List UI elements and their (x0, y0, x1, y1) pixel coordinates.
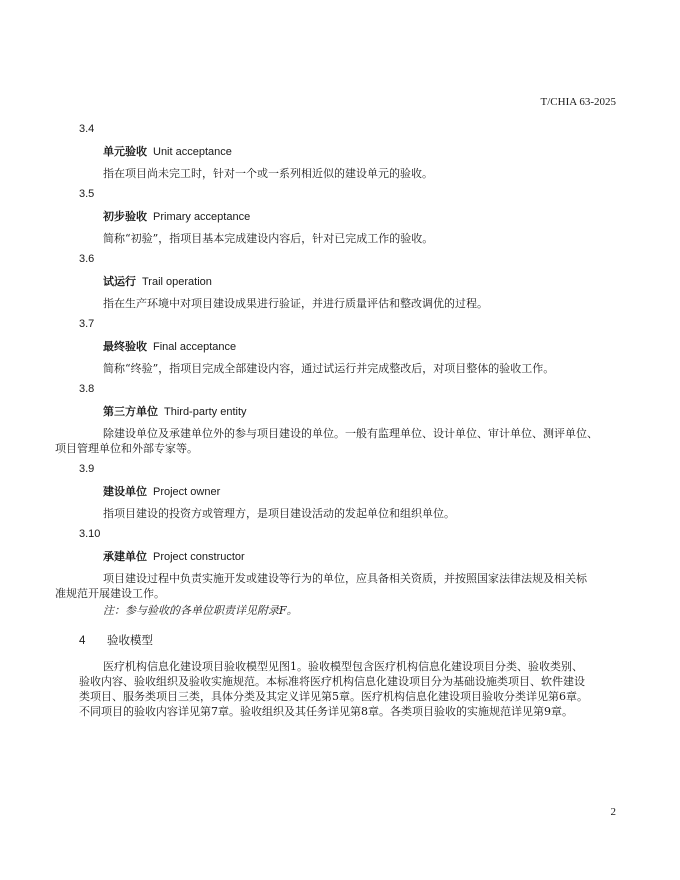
document-id-header: T/CHIA 63-2025 (540, 96, 616, 108)
definition-line: 简称“初验”，指项目基本完成建设内容后，针对已完成工作的验收。 (103, 232, 434, 245)
term-definition (79, 231, 625, 246)
section-body (79, 659, 625, 719)
term-zh: 最终验收 (103, 340, 147, 353)
clause-3-4 (79, 122, 625, 181)
page-number: 2 (610, 806, 616, 818)
term-definition (55, 571, 625, 601)
section-heading (79, 632, 625, 649)
body-line: 类项目、服务类项目三类，具体分类及其定义详见第5章。医疗机构信息化建设项目验收分类详见第6章。 (79, 690, 588, 703)
clause-number: 3.8 (79, 383, 95, 395)
term-heading (103, 484, 625, 500)
term-zh: 建设单位 (103, 485, 147, 498)
term-zh: 第三方单位 (103, 405, 158, 418)
clause-number: 3.4 (79, 123, 95, 135)
term-definition (79, 506, 625, 521)
definition-line: 除建设单位及承建单位外的参与项目建设的单位。一般有监理单位、设计单位、审计单位、测评单位、 (103, 427, 598, 440)
term-en: Project constructor (153, 551, 245, 563)
definition-line: 简称“终验”，指项目完成全部建设内容，通过试运行并完成整改后，对项目整体的验收工作。 (103, 362, 555, 375)
term-en: Primary acceptance (153, 211, 251, 223)
clause-3-9 (79, 462, 625, 521)
clause-3-7 (79, 317, 625, 376)
definition-line: 项目管理单位和外部专家等。 (55, 442, 198, 455)
clause-note: 注：参与验收的各单位职责详见附录F。 (103, 604, 298, 617)
term-heading (103, 274, 625, 290)
term-heading (103, 404, 625, 420)
section-4 (79, 632, 625, 719)
clause-3-5 (79, 187, 625, 246)
term-en: Project owner (153, 486, 221, 498)
term-definition (79, 166, 625, 181)
definition-line: 指在项目尚未完工时，针对一个或一系列相近似的建设单元的验收。 (103, 167, 433, 180)
term-en: Final acceptance (153, 341, 237, 353)
clause-number: 3.5 (79, 188, 95, 200)
term-definition (79, 296, 625, 311)
clause-number: 3.9 (79, 463, 95, 475)
definition-line: 准规范开展建设工作。 (55, 587, 165, 600)
term-zh: 单元验收 (103, 145, 147, 158)
term-en: Unit acceptance (153, 146, 232, 158)
clause-number: 3.7 (79, 318, 95, 330)
definition-line: 指项目建设的投资方或管理方，是项目建设活动的发起单位和组织单位。 (103, 507, 455, 520)
term-heading (103, 549, 625, 565)
definition-line: 指在生产环境中对项目建设成果进行验证，并进行质量评估和整改调优的过程。 (103, 297, 488, 310)
term-definition (79, 361, 625, 376)
section-number: 4 (79, 635, 86, 647)
term-zh: 初步验收 (103, 210, 147, 223)
clause-number: 3.6 (79, 253, 95, 265)
term-heading (103, 144, 625, 160)
body-line: 医疗机构信息化建设项目验收模型见图1。验收模型包含医疗机构信息化建设项目分类、验收类别、 (103, 660, 583, 673)
clause-number: 3.10 (79, 528, 101, 540)
clause-3-6 (79, 252, 625, 311)
term-heading (103, 339, 625, 355)
clause-3-8 (55, 382, 625, 456)
term-definition (55, 426, 625, 456)
term-heading (103, 209, 625, 225)
section-title: 验收模型 (107, 633, 153, 647)
term-en: Third-party entity (164, 406, 247, 418)
body-line: 验收内容、验收组织及验收实施规范。本标准将医疗机构信息化建设项目分为基础设施类项目、软件建设 (79, 675, 585, 688)
body-line: 不同项目的验收内容详见第7章。验收组织及其任务详见第8章。各类项目验收的实施规范详见第9章。 (79, 705, 573, 718)
term-zh: 试运行 (103, 275, 136, 288)
document-content (55, 116, 625, 719)
term-en: Trail operation (142, 276, 212, 288)
definition-line: 项目建设过程中负责实施开发或建设等行为的单位，应具备相关资质，并按照国家法律法规及相关标 (103, 572, 587, 585)
clause-3-10 (55, 527, 625, 618)
term-zh: 承建单位 (103, 550, 147, 563)
